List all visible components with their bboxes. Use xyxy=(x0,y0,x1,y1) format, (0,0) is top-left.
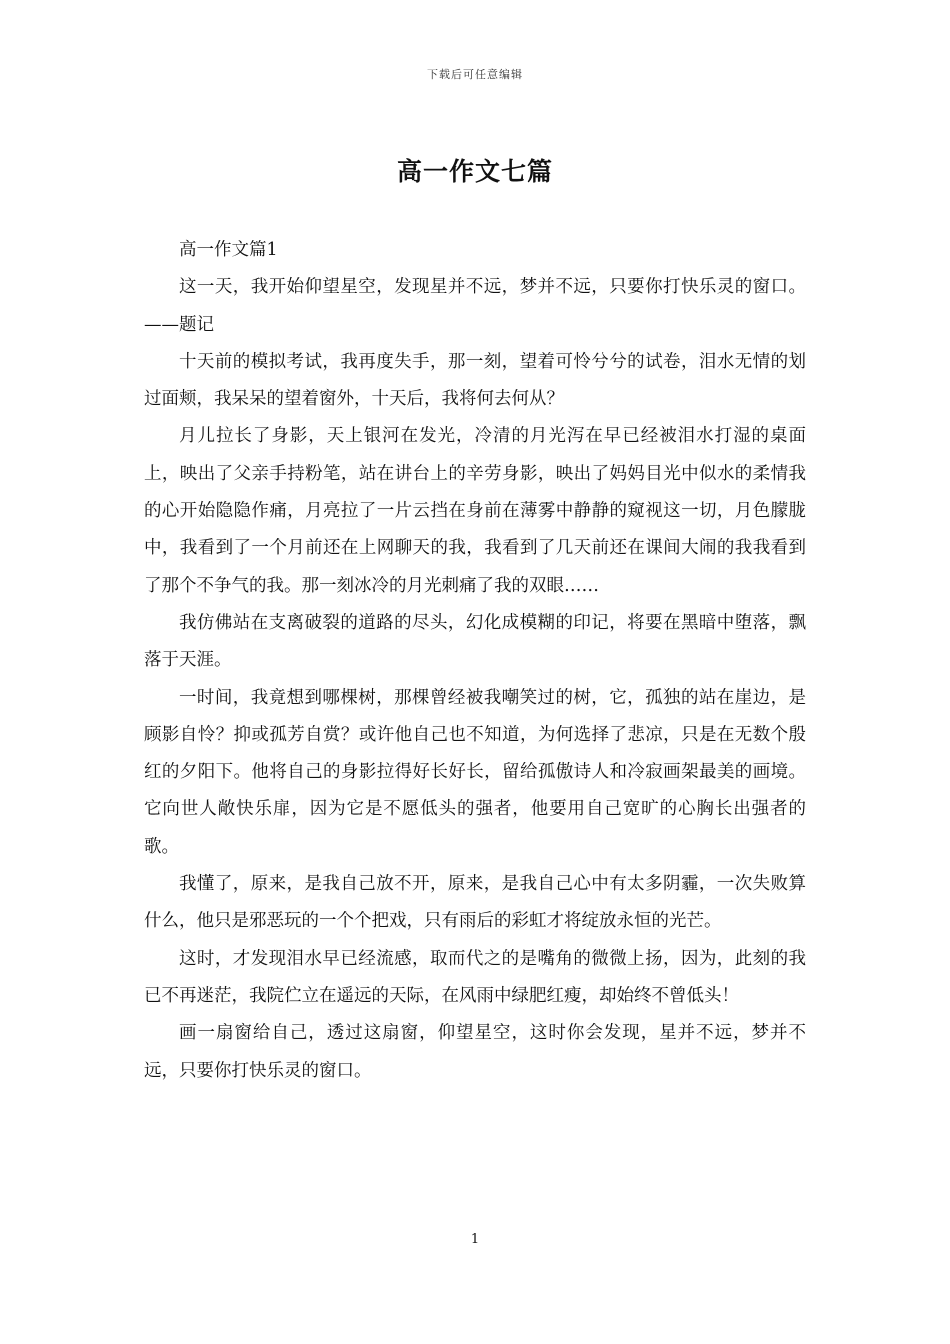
section-heading: 高一作文篇1 xyxy=(179,240,278,260)
paragraph: 这一天，我开始仰望星空，发现星并不远，梦并不远，只要你打快乐灵的窗口。——题记 xyxy=(144,277,806,335)
paragraph: 这时，才发现泪水早已经流感，取而代之的是嘴角的微微上扬，因为，此刻的我已不再迷茫，我院伫立在遥远的天际，在风雨中绿肥红瘦，却始终不曾低头！ xyxy=(144,948,806,1006)
paragraph: 一时间，我竟想到哪棵树，那棵曾经被我嘲笑过的树，它，孤独的站在崖边，是顾影自怜？抑或孤芳自赏？或许他自己也不知道，为何选择了悲凉，只是在无数个殷红的夕阳下。他将自己的身影拉得好长好长，留给孤傲诗人和冷寂画架最美的画境。它向世人敞快乐扉，因为它是不愿低头的强者，他要用自己宽旷的心胸长出强者的歌。 xyxy=(144,687,806,857)
paragraph: 画一扇窗给自己，透过这扇窗，仰望星空，这时你会发现，星并不远，梦并不远，只要你打快乐灵的窗口。 xyxy=(144,1023,806,1081)
paragraph: 我懂了，原来，是我自己放不开，原来，是我自己心中有太多阴霾，一次失败算什么，他只是邪恶玩的一个个把戏，只有雨后的彩虹才将绽放永恒的光芒。 xyxy=(144,874,806,932)
paragraph: 十天前的模拟考试，我再度失手，那一刻，望着可怜兮兮的试卷，泪水无情的划过面颊，我呆呆的望着窗外，十天后，我将何去何从？ xyxy=(144,351,806,410)
page-number: 1 xyxy=(470,1232,480,1247)
document-title: 高一作文七篇 xyxy=(396,157,553,186)
document-body xyxy=(144,232,806,1090)
header-note: 下载后可任意编辑 xyxy=(427,68,523,81)
paragraph: 月儿拉长了身影，天上银河在发光，冷清的月光泻在早已经被泪水打湿的桌面上，映出了父亲手持粉笔，站在讲台上的辛劳身影，映出了妈妈目光中似水的柔情我的心开始隐隐作痛，月亮拉了一片云挡在身前在薄雾中静静的窥视这一切，月色朦胧中，我看到了一个月前还在上网聊天的我，我看到了几天前还在课间大闹的我我看到了那个不争气的我。那一刻冰冷的月光刺痛了我的双眼…… xyxy=(144,426,806,596)
paragraph: 我仿佛站在支离破裂的道路的尽头，幻化成模糊的印记，将要在黑暗中堕落，飘落于天涯。 xyxy=(144,612,806,671)
